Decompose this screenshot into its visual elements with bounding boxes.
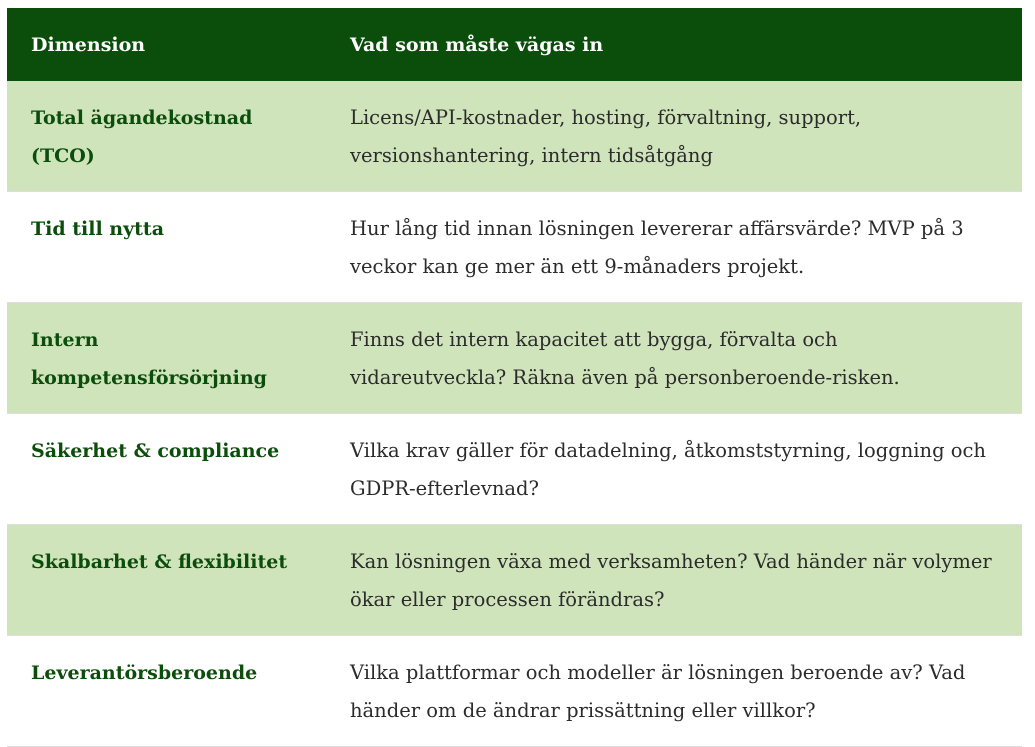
row-dimension: Intern kompetensförsörjning bbox=[31, 329, 267, 389]
header-consider: Vad som måste vägas in bbox=[350, 33, 604, 56]
row-consider: Licens/API-kostnader, hosting, förvaltning, support, versionshantering, intern tidsåtgång bbox=[350, 106, 862, 167]
row-dimension: Total ägandekostnad (TCO) bbox=[31, 107, 253, 167]
table-row bbox=[7, 414, 1022, 525]
table-row bbox=[7, 525, 1022, 636]
table-header bbox=[7, 8, 1022, 81]
row-dimension: Säkerhet & compliance bbox=[31, 440, 280, 462]
table-row bbox=[7, 303, 1022, 414]
table-row bbox=[7, 192, 1022, 303]
row-consider: Vilka krav gäller för datadelning, åtkomststyrning, loggning och GDPR-efterlevnad? bbox=[350, 439, 986, 500]
table-row bbox=[7, 81, 1022, 192]
row-dimension: Skalbarhet & flexibilitet bbox=[31, 551, 288, 573]
row-consider: Finns det intern kapacitet att bygga, förvalta och vidareutveckla? Räkna även på personberoende-risken. bbox=[350, 328, 900, 389]
row-consider: Kan lösningen växa med verksamheten? Vad händer när volymer ökar eller processen förändras? bbox=[350, 550, 992, 611]
table-row bbox=[7, 636, 1022, 747]
row-dimension: Tid till nytta bbox=[31, 218, 165, 240]
row-consider: Vilka plattformar och modeller är lösningen beroende av? Vad händer om de ändrar prissättning eller villkor? bbox=[350, 661, 966, 722]
row-dimension: Leverantörsberoende bbox=[31, 662, 258, 684]
row-consider: Hur lång tid innan lösningen levererar affärsvärde? MVP på 3 veckor kan ge mer än ett 9-månaders projekt. bbox=[350, 217, 964, 278]
header-dimension: Dimension bbox=[31, 33, 146, 56]
comparison-table bbox=[7, 8, 1022, 747]
